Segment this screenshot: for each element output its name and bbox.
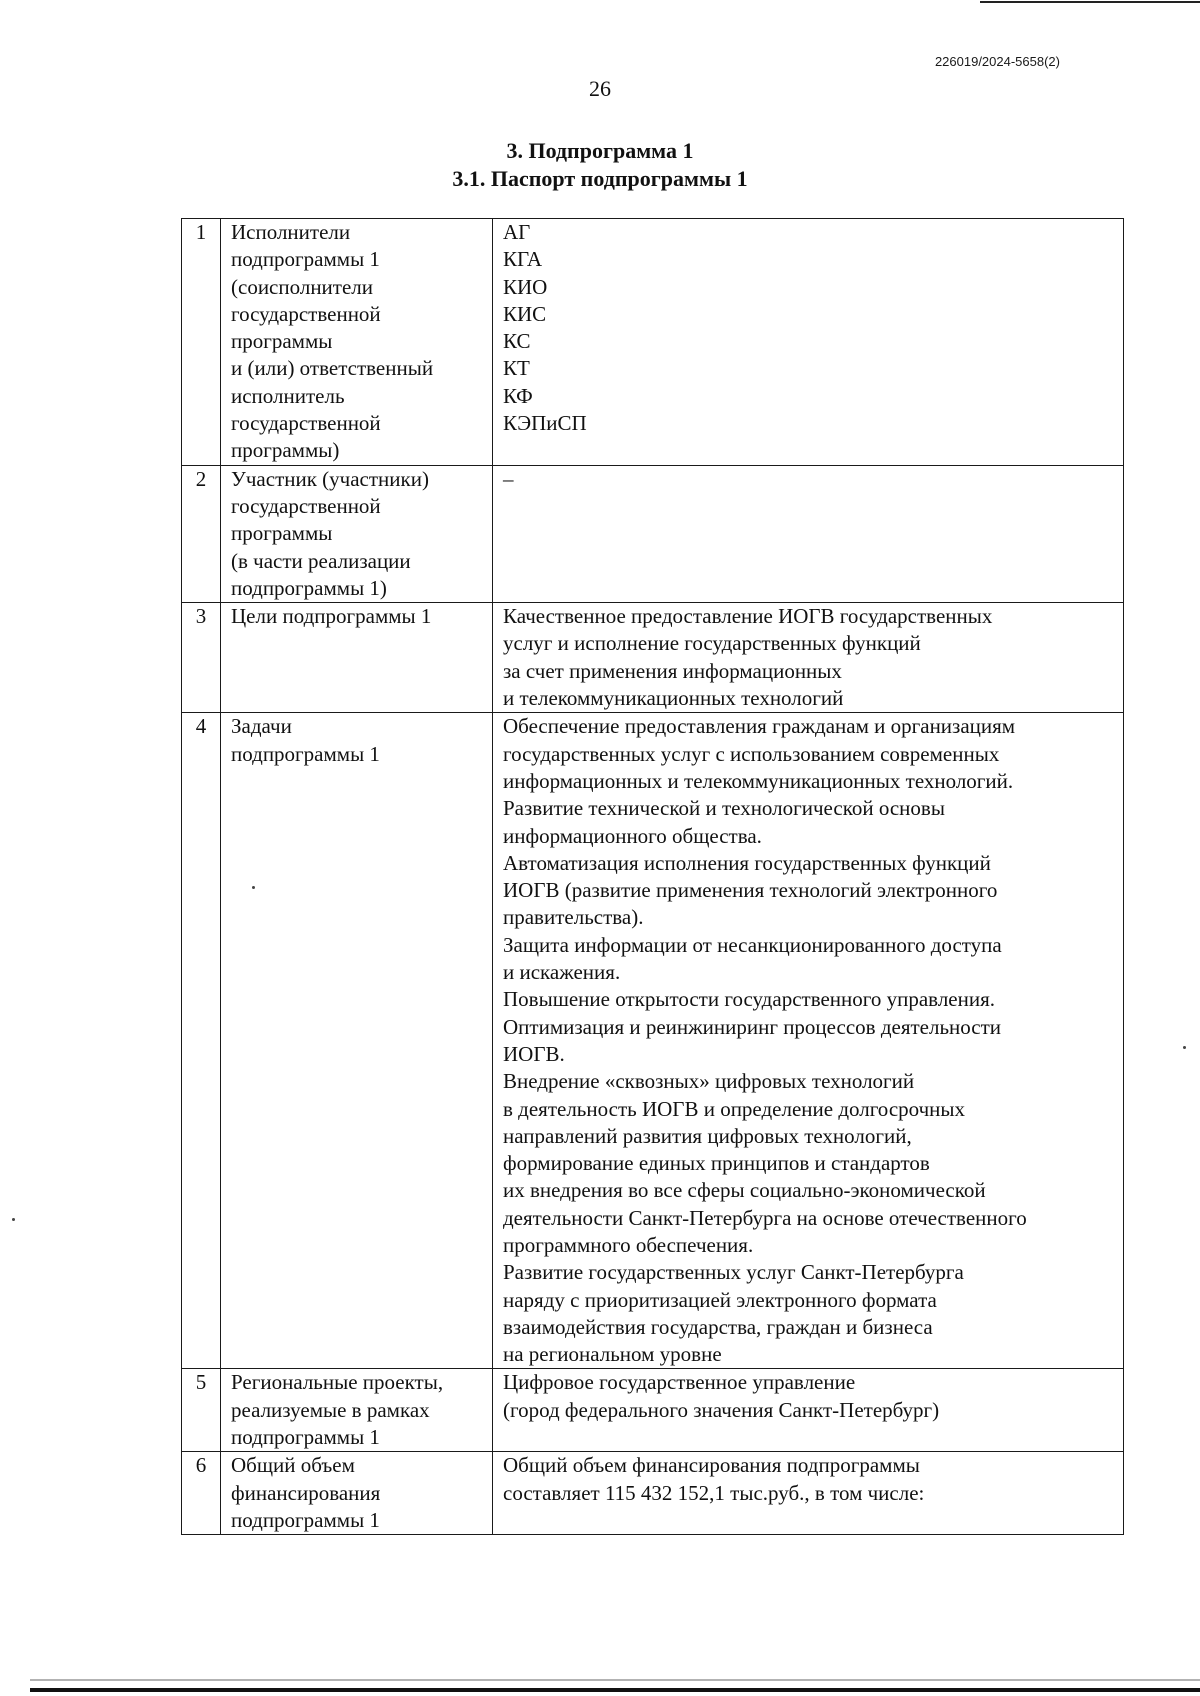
row-content-line: (город федерального значения Санкт-Петербург) (503, 1397, 940, 1422)
passport-row (182, 1452, 1124, 1535)
row-content-line: направлений развития цифровых технологий, (503, 1123, 912, 1148)
row-label-line: Цели подпрограммы 1 (231, 604, 432, 629)
row-label (221, 603, 493, 713)
row-label-line: и (или) ответственный (231, 356, 434, 381)
row-label-line: программы (231, 329, 333, 354)
row-content-line: в деятельность ИОГВ и определение долгосрочных (503, 1096, 966, 1121)
row-label (221, 1452, 493, 1535)
row-content-line: Развитие государственных услуг Санкт-Петербурга (503, 1260, 964, 1285)
row-content-line: информационного общества. (503, 823, 762, 848)
row-content-line: КГА (503, 247, 543, 272)
row-content-line: Обеспечение предоставления гражданам и организациям (503, 714, 1016, 739)
row-label-line: финансирования (231, 1480, 381, 1505)
row-content-line: КИО (503, 274, 548, 299)
row-content-line: Внедрение «сквозных» цифровых технологий (503, 1069, 915, 1094)
row-label-line: реализуемые в рамках (231, 1397, 430, 1422)
scan-speck (12, 1218, 15, 1221)
row-content-line: АГ (503, 220, 531, 244)
row-label-line: Участник (участники) (231, 466, 429, 491)
row-content-line: КИС (503, 301, 547, 326)
subsection-heading: 3.1. Паспорт подпрограммы 1 (452, 166, 748, 191)
row-content-line: услуг и исполнение государственных функций (503, 631, 921, 656)
passport-table (181, 218, 1124, 1535)
row-content-line: взаимодействия государства, граждан и бизнеса (503, 1314, 933, 1339)
scan-bottom-edge (30, 1688, 1200, 1692)
row-content (493, 603, 1124, 713)
row-content-line: Развитие технической и технологической основы (503, 796, 945, 821)
row-label-line: Общий объем (231, 1453, 355, 1478)
row-number: 3 (182, 603, 221, 713)
row-label-line: подпрограммы 1 (231, 1425, 380, 1450)
row-content-line: – (503, 466, 514, 491)
row-content-line: правительства). (503, 905, 644, 930)
row-content-line: Автоматизация исполнения государственных функций (503, 850, 991, 875)
page-number: 26 (589, 76, 611, 101)
row-label-line: государственной (231, 411, 381, 436)
row-content-line: ИОГВ. (503, 1041, 565, 1066)
row-label-line: Региональные проекты, (231, 1370, 444, 1395)
row-content-line: информационных и телекоммуникационных технологий. (503, 768, 1014, 793)
row-content-line: Повышение открытости государственного управления. (503, 987, 996, 1012)
row-content-line: Качественное предоставление ИОГВ государственных (503, 604, 993, 629)
row-content-line: деятельности Санкт-Петербурга на основе отечественного (503, 1205, 1027, 1230)
row-label (221, 713, 493, 1369)
passport-table-body (182, 219, 1124, 1535)
row-content-line: КС (503, 329, 531, 354)
row-label-line: программы) (231, 438, 340, 463)
row-content-line: за счет применения информационных (503, 658, 842, 683)
row-content-line: государственных услуг с использованием современных (503, 741, 1000, 766)
row-label-line: исполнитель (231, 383, 345, 408)
row-label-line: (соисполнители (231, 274, 374, 299)
row-content-line: ИОГВ (развитие применения технологий электронного (503, 878, 998, 903)
row-content (493, 465, 1124, 602)
row-content-line: Общий объем финансирования подпрограммы (503, 1453, 920, 1478)
row-label-line: государственной (231, 301, 381, 326)
row-content-line: программного обеспечения. (503, 1232, 754, 1257)
row-content (493, 1369, 1124, 1452)
row-label-line: (в части реализации (231, 548, 411, 573)
row-content (493, 1452, 1124, 1535)
section-heading: 3. Подпрограмма 1 (506, 138, 694, 163)
row-number: 6 (182, 1452, 221, 1535)
row-content-line: Защита информации от несанкционированного доступа (503, 932, 1002, 957)
row-content-line: их внедрения во все сферы социально-экономической (503, 1178, 986, 1203)
row-content-line: КФ (503, 383, 533, 408)
row-label-line: Исполнители (231, 220, 351, 244)
row-label (221, 219, 493, 466)
passport-row (182, 465, 1124, 602)
row-number: 1 (182, 219, 221, 466)
passport-row (182, 713, 1124, 1369)
row-label (221, 465, 493, 602)
row-label (221, 1369, 493, 1452)
row-label-line: подпрограммы 1 (231, 247, 380, 272)
row-label-line: государственной (231, 493, 381, 518)
passport-row (182, 219, 1124, 466)
row-number: 4 (182, 713, 221, 1369)
row-number: 5 (182, 1369, 221, 1452)
row-content (493, 713, 1124, 1369)
scan-speck (1183, 1046, 1186, 1049)
document-code: 226019/2024-5658(2) (934, 54, 1060, 69)
row-content-line: Цифровое государственное управление (503, 1370, 856, 1395)
row-content-line: наряду с приоритизацией электронного формата (503, 1287, 937, 1312)
row-content-line: Оптимизация и реинжиниринг процессов деятельности (503, 1014, 1002, 1039)
passport-row (182, 1369, 1124, 1452)
row-content-line: КЭПиСП (503, 411, 587, 436)
row-content-line: составляет 115 432 152,1 тыс.руб., в том числе: (503, 1480, 925, 1505)
row-content-line: на региональном уровне (503, 1342, 722, 1367)
row-label-line: Задачи (231, 714, 292, 739)
row-content-line: формирование единых принципов и стандартов (503, 1151, 930, 1176)
row-content-line: и искажения. (503, 960, 621, 985)
row-label-line: подпрограммы 1 (231, 741, 380, 766)
row-label-line: программы (231, 521, 333, 546)
row-content-line: и телекоммуникационных технологий (503, 686, 844, 711)
row-content (493, 219, 1124, 466)
row-content-line: КТ (503, 356, 530, 381)
row-label-line: подпрограммы 1 (231, 1507, 380, 1532)
passport-row (182, 603, 1124, 713)
row-number: 2 (182, 465, 221, 602)
row-label-line: подпрограммы 1) (231, 575, 387, 600)
